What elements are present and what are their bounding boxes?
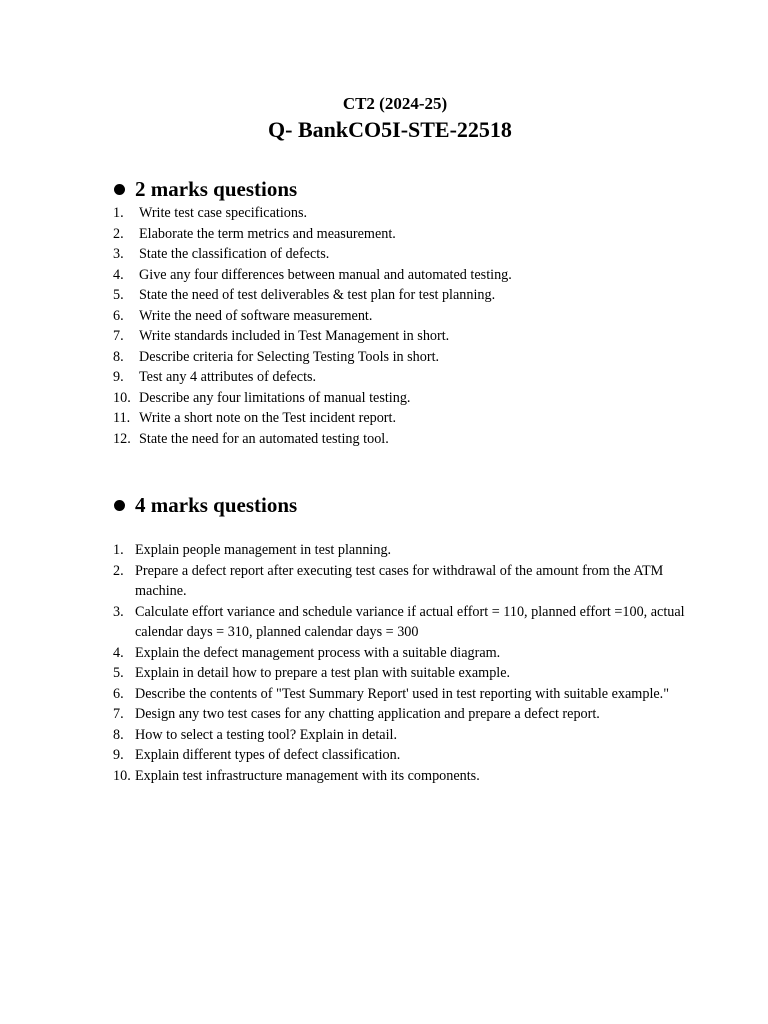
question-text: Describe criteria for Selecting Testing Tools in short. — [139, 348, 440, 365]
question-text: Describe the contents of "Test Summary Report' used in test reporting with suitable example." — [135, 685, 670, 702]
question-item — [113, 388, 733, 409]
section-heading-4-marks — [114, 493, 297, 517]
question-text: How to select a testing tool? Explain in detail. — [135, 726, 398, 743]
question-item — [113, 367, 733, 388]
question-number: 12. — [113, 430, 131, 447]
question-number: 7. — [113, 706, 124, 722]
question-item — [113, 663, 713, 684]
question-item — [113, 561, 713, 602]
question-text: Test any 4 attributes of defects. — [139, 369, 317, 385]
question-number: 6. — [113, 685, 124, 702]
question-number: 8. — [113, 348, 124, 365]
question-number: 4. — [113, 644, 124, 661]
question-number: 10. — [113, 389, 131, 406]
question-item — [113, 244, 733, 265]
question-item — [113, 429, 733, 450]
question-item — [113, 285, 733, 306]
question-text: Describe any four limitations of manual testing. — [139, 389, 411, 406]
question-item — [113, 766, 713, 787]
section-heading-2-marks — [114, 177, 297, 201]
question-text: Explain in detail how to prepare a test plan with suitable example. — [135, 665, 511, 681]
question-item — [113, 602, 713, 643]
question-item — [113, 347, 733, 368]
question-number: 8. — [113, 726, 124, 743]
question-item — [113, 540, 713, 561]
question-item — [113, 725, 713, 746]
question-text: Write test case specifications. — [139, 205, 308, 221]
question-text: Prepare a defect report after executing test cases for withdrawal of the amount from the ATM machine. — [135, 562, 667, 599]
question-number: 3. — [113, 246, 124, 262]
question-item — [113, 203, 733, 224]
question-text: Explain the defect management process with a suitable diagram. — [135, 644, 501, 661]
question-text: State the need for an automated testing tool. — [139, 430, 389, 447]
question-item — [113, 224, 733, 245]
question-text: Write a short note on the Test incident report. — [139, 410, 397, 426]
question-text: Elaborate the term metrics and measurement. — [139, 225, 396, 242]
exam-title: CT2 (2024-25) — [342, 94, 448, 113]
question-item — [113, 643, 713, 664]
question-text: Explain test infrastructure management with its components. — [135, 767, 480, 784]
question-number: 5. — [113, 665, 124, 681]
question-number: 9. — [113, 369, 124, 385]
question-number: 3. — [113, 603, 124, 620]
question-number: 7. — [113, 328, 124, 344]
question-item — [113, 704, 713, 725]
question-number: 6. — [113, 307, 124, 324]
section-heading-label: 2 marks questions — [135, 177, 298, 201]
question-text: Write the need of software measurement. — [139, 307, 373, 324]
question-number: 5. — [113, 287, 124, 303]
question-text: Give any four differences between manual and automated testing. — [139, 266, 512, 283]
question-number: 11. — [113, 410, 131, 426]
question-item — [113, 684, 713, 705]
question-list-4-marks — [113, 540, 713, 786]
question-number: 4. — [113, 266, 124, 283]
question-item — [113, 326, 733, 347]
question-item — [113, 745, 713, 766]
question-text: Design any two test cases for any chatting application and prepare a defect report. — [135, 706, 600, 722]
question-bank-title: Q- BankCO5I-STE-22518 — [268, 117, 512, 142]
section-heading-label: 4 marks questions — [135, 493, 298, 517]
question-item — [113, 306, 733, 327]
question-item — [113, 265, 733, 286]
question-text: State the need of test deliverables & test plan for test planning. — [139, 287, 496, 303]
question-text: Calculate effort variance and schedule variance if actual effort = 110, planned effort =100, actual calendar days = 310, planned calendar days = 300 — [135, 603, 689, 640]
question-text: Explain different types of defect classification. — [135, 747, 401, 763]
question-text: Write standards included in Test Management in short. — [139, 328, 450, 344]
question-text: Explain people management in test planning. — [135, 542, 392, 558]
question-number: 9. — [113, 747, 124, 763]
question-number: 2. — [113, 225, 124, 242]
question-list-2-marks — [113, 203, 733, 449]
question-number: 10. — [113, 767, 131, 784]
bullet-icon — [114, 184, 125, 195]
question-number: 1. — [113, 542, 124, 558]
question-number: 1. — [113, 205, 124, 221]
question-text: State the classification of defects. — [139, 246, 330, 262]
question-number: 2. — [113, 562, 124, 579]
bullet-icon — [114, 500, 125, 511]
question-item — [113, 408, 733, 429]
